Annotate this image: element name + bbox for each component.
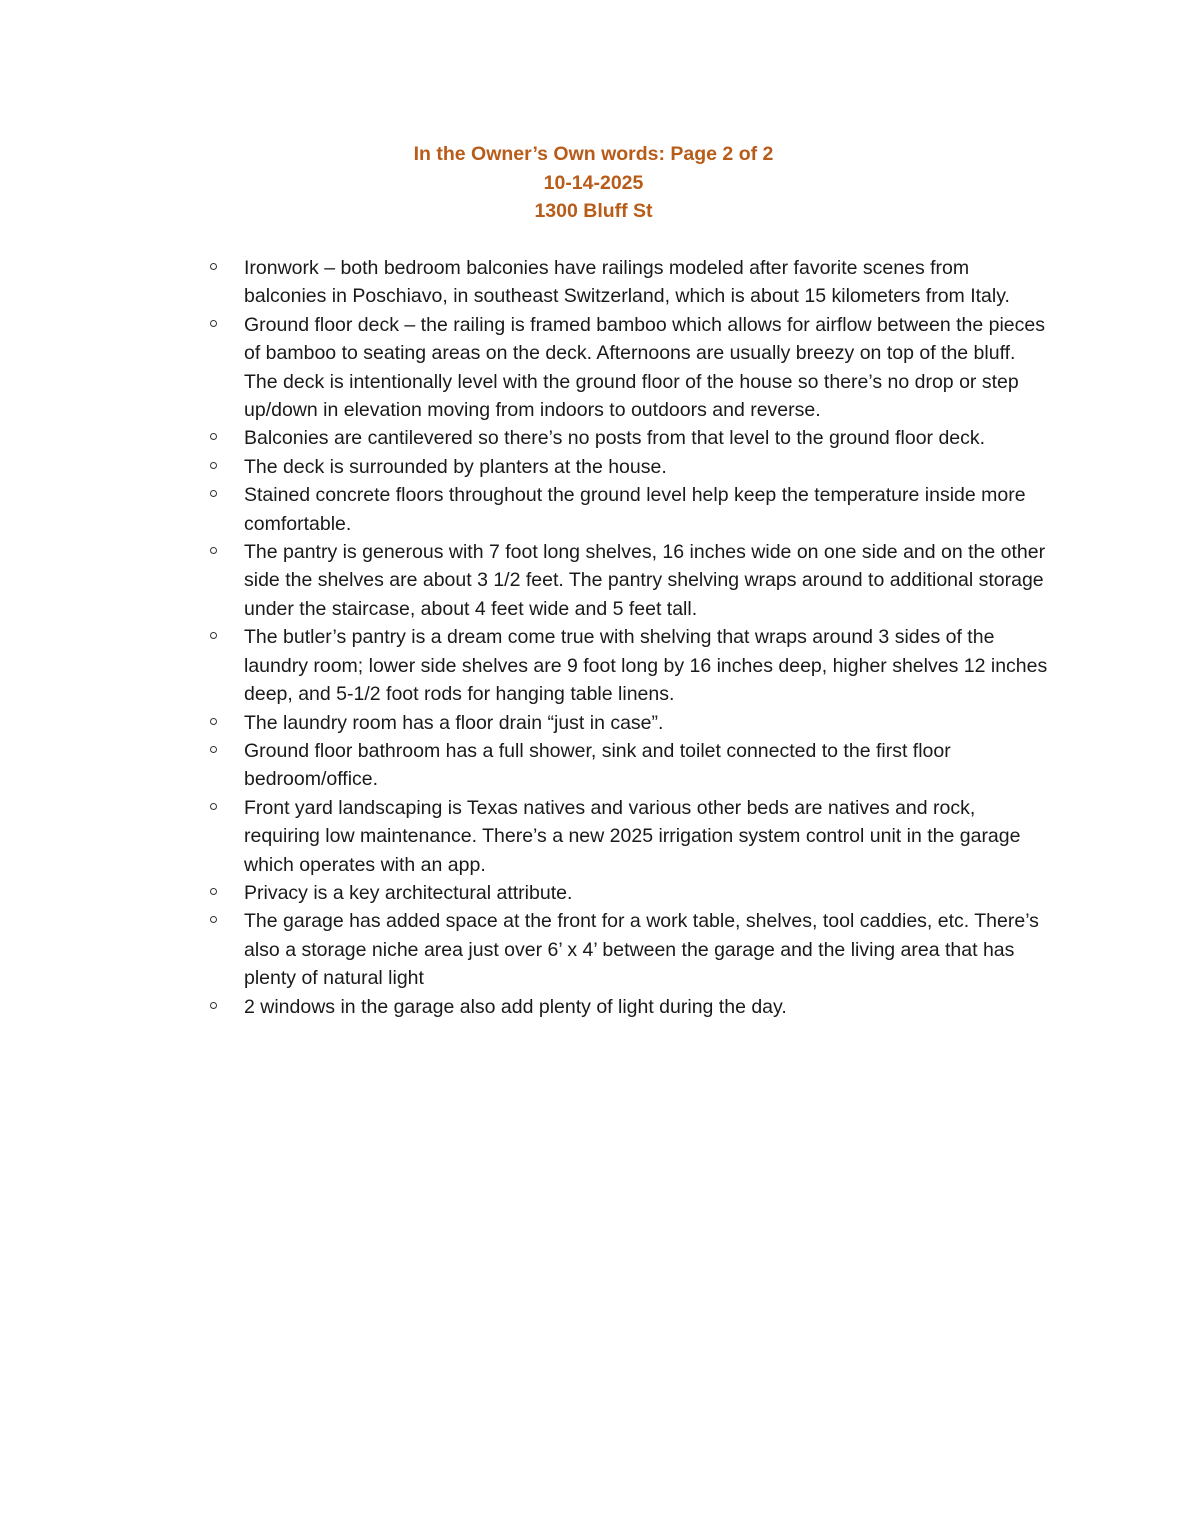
list-item xyxy=(210,709,1050,737)
hollow-circle-bullet-icon xyxy=(210,263,217,270)
list-item xyxy=(210,538,1050,623)
list-item xyxy=(210,879,1050,907)
list-item-text: Ironwork – both bedroom balconies have railings modeled after favorite scenes from balconies in Poschiavo, in southeast Switzerland, which is about 15 kilometers from Italy. xyxy=(244,257,1010,308)
hollow-circle-bullet-icon xyxy=(210,462,217,469)
hollow-circle-bullet-icon xyxy=(210,320,217,327)
hollow-circle-bullet-icon xyxy=(210,916,217,923)
list-item-text: The laundry room has a floor drain “just in case”. xyxy=(244,711,664,734)
hollow-circle-bullet-icon xyxy=(210,632,217,639)
hollow-circle-bullet-icon xyxy=(210,746,217,753)
hollow-circle-bullet-icon xyxy=(210,490,217,497)
list-item-text: Ground floor deck – the railing is framed bamboo which allows for airflow between the pieces of bamboo to seating areas on the deck. Afternoons are usually breezy on top of the bluff. The deck is intentionally level with the ground floor of the house so there’s no drop or step up/down in elevation moving from indoors to outdoors and reverse. xyxy=(244,313,1045,422)
list-item xyxy=(210,424,1050,452)
feature-list xyxy=(210,254,1050,1021)
list-item-text: Front yard landscaping is Texas natives and various other beds are natives and rock, requiring low maintenance. There’s a new 2025 irrigation system control unit in the garage which operates with an app. xyxy=(244,796,1021,876)
list-item-text: Privacy is a key architectural attribute. xyxy=(244,881,573,904)
list-item-text: The garage has added space at the front for a work table, shelves, tool caddies, etc. There’s also a storage niche area just over 6’ x 4’ between the garage and the living area that has plenty of natural light xyxy=(244,910,1039,990)
list-item xyxy=(210,254,1050,311)
list-item xyxy=(210,453,1050,481)
list-item-text: 2 windows in the garage also add plenty of light during the day. xyxy=(244,995,787,1018)
list-item xyxy=(210,311,1050,425)
list-item-text: The pantry is generous with 7 foot long shelves, 16 inches wide on one side and on the other side the shelves are about 3 1/2 feet. The pantry shelving wraps around to additional storage under the staircase, about 4 feet wide and 5 feet tall. xyxy=(244,541,1046,620)
hollow-circle-bullet-icon xyxy=(210,888,217,895)
hollow-circle-bullet-icon xyxy=(210,803,217,810)
header-date: 10-14-2025 xyxy=(543,171,644,194)
list-item-text: Balconies are cantilevered so there’s no posts from that level to the ground floor deck. xyxy=(244,427,986,450)
list-item xyxy=(210,481,1050,538)
list-item xyxy=(210,737,1050,794)
list-item-text: Stained concrete floors throughout the ground level help keep the temperature inside more comfortable. xyxy=(244,484,1026,535)
list-item-text: The butler’s pantry is a dream come true with shelving that wraps around 3 sides of the laundry room; lower side shelves are 9 foot long by 16 inches deep, higher shelves 12 inches deep, and 5-1/2 foot rods for hanging table linens. xyxy=(244,626,1048,706)
hollow-circle-bullet-icon xyxy=(210,547,217,554)
list-item-text: The deck is surrounded by planters at the house. xyxy=(244,455,667,478)
header-title: In the Owner’s Own words: Page 2 of 2 xyxy=(413,143,774,165)
list-item xyxy=(210,623,1050,708)
hollow-circle-bullet-icon xyxy=(210,718,217,725)
list-item-text: Ground floor bathroom has a full shower, sink and toilet connected to the first floor bedroom/office. xyxy=(244,739,951,791)
document-header xyxy=(0,140,1187,226)
hollow-circle-bullet-icon xyxy=(210,433,217,440)
list-item xyxy=(210,993,1050,1021)
hollow-circle-bullet-icon xyxy=(210,1002,217,1009)
header-address: 1300 Bluff St xyxy=(534,200,653,222)
list-item xyxy=(210,794,1050,879)
list-item xyxy=(210,907,1050,992)
